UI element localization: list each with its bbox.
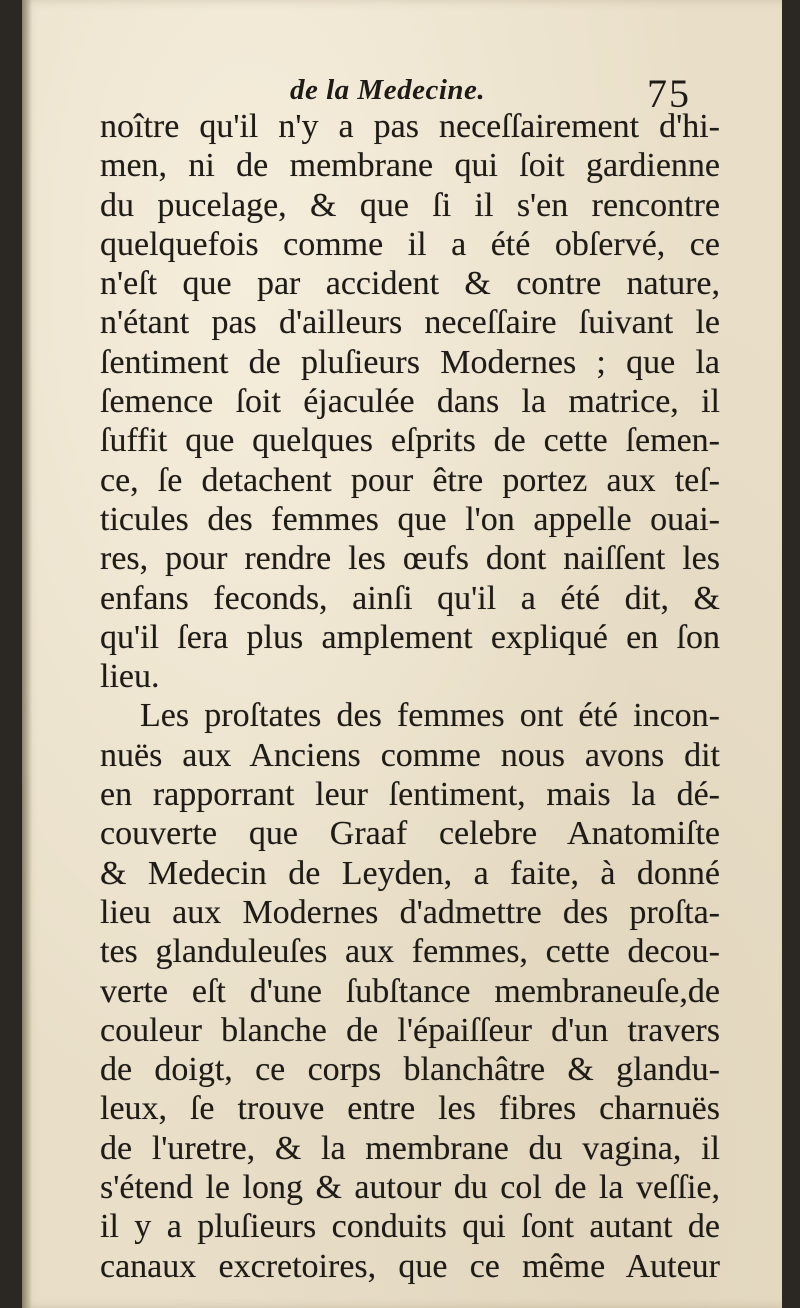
text-line: n'étant pas d'ailleurs neceſſaire ſuivant le <box>100 304 720 342</box>
text-line: ticules des femmes que l'on appelle ouai- <box>100 500 720 538</box>
text-line: canaux excretoires, que ce même Auteur <box>100 1247 720 1285</box>
text-line: couverte que Graaf celebre Anatomiſte <box>100 815 720 853</box>
text-line: tes glanduleuſes aux femmes, cette decou- <box>100 933 720 971</box>
text-line: n'eſt que par accident & contre nature, <box>100 265 720 303</box>
text-line: ſuffit que quelques eſprits de cette ſemen- <box>100 422 720 460</box>
text-line: ce, ſe detachent pour être portez aux teſ- <box>100 461 720 499</box>
running-title: de la Medecine. <box>290 74 486 106</box>
text-line: il y a pluſieurs conduits qui ſont autant de <box>100 1208 720 1246</box>
spine-shadow <box>22 0 32 1308</box>
text-line: noître qu'il n'y a pas neceſſairement d'hi- <box>100 108 720 145</box>
body-text <box>100 107 720 1286</box>
text-line: ſentiment de pluſieurs Modernes ; que la <box>100 343 720 381</box>
text-line: nuës aux Anciens comme nous avons dit <box>100 736 720 774</box>
text-line: res, pour rendre les œufs dont naiſſent les <box>100 540 720 578</box>
text-line: leux, ſe trouve entre les fibres charnuës <box>100 1090 720 1128</box>
text-line: & Medecin de Leyden, a faite, à donné <box>100 854 720 892</box>
text-line: s'étend le long & autour du col de la veſſie, <box>100 1169 720 1207</box>
text-line: enfans feconds, ainſi qu'il a été dit, & <box>100 579 720 617</box>
text-line: en rapporrant leur ſentiment, mais la dé- <box>100 776 720 814</box>
text-line: du pucelage, & que ſi il s'en rencontre <box>100 186 720 224</box>
text-line: ſemence ſoit éjaculée dans la matrice, il <box>100 383 720 421</box>
text-line: lieu aux Modernes d'admettre des proſta- <box>100 893 720 931</box>
text-line: quelquefois comme il a été obſervé, ce <box>100 225 720 263</box>
text-line: couleur blanche de l'épaiſſeur d'un travers <box>100 1011 720 1049</box>
text-line: de doigt, ce corps blanchâtre & glandu- <box>100 1051 720 1089</box>
text-line-paragraph-end: lieu. <box>100 658 160 696</box>
text-line: qu'il ſera plus amplement expliqué en ſon <box>100 618 720 656</box>
text-line: de l'uretre, & la membrane du vagina, il <box>100 1129 720 1167</box>
book-page <box>22 0 782 1308</box>
page-number: 75 <box>647 71 691 116</box>
text-line: verte eſt d'une ſubſtance membraneuſe,de <box>100 972 720 1010</box>
text-line-paragraph-start: Les proſtates des femmes ont été incon- <box>140 697 720 735</box>
text-line: men, ni de membrane qui ſoit gardienne <box>100 147 720 185</box>
